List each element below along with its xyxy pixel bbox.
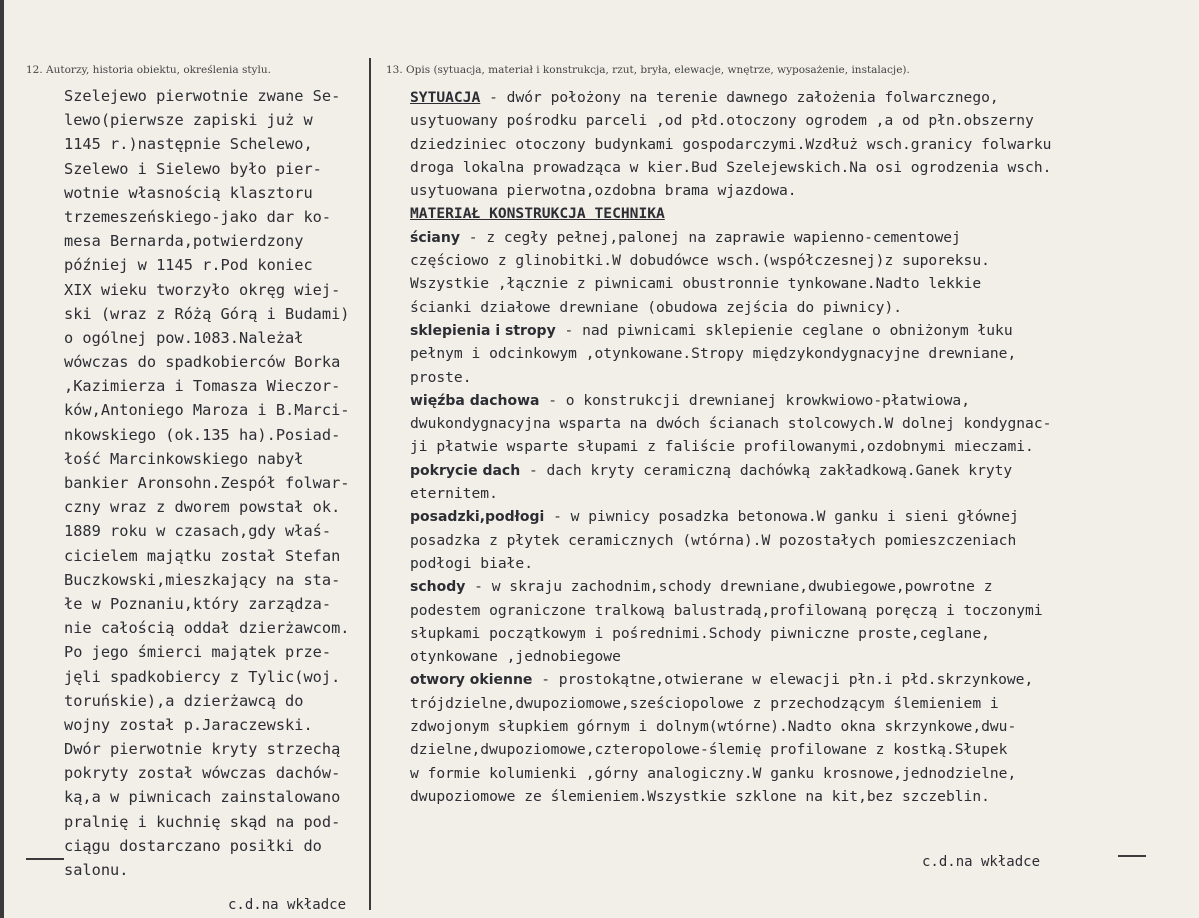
line-text: - prostokątne,otwierane w elewacji płn.i płd.skrzynkowe, [532,671,1034,689]
history-line: bankier Aronsohn.Zespół folwar- [64,474,350,492]
history-line: XIX wieku tworzyło okręg wiej- [64,280,341,299]
continuation-note-right: c.d.na wkładce [922,854,1041,870]
history-line: pokryty został wówczas dachów- [64,764,341,783]
history-line: lewo(pierwsze zapiski już w [64,111,313,130]
history-line: ,Kazimierza i Tomasza Wieczor- [64,377,341,396]
line-text: słupkami początkowym i pośrednimi.Schody piwniczne proste,ceglane, [410,624,990,642]
section-13-header: 13. Opis (sytuacja, materiał i konstrukcja, rzut, bryła, elewacje, wnętrze, wyposażenie, instalacje). [386,64,910,76]
line-text: posadzka z płytek ceramicznych (wtórna).W pozostałych pomieszczeniach [410,531,1017,549]
line-text: - nad piwnicami sklepienie ceglane o obniżonym łuku [555,321,1013,339]
description-line [410,272,1180,295]
element-label: ściany [410,229,460,246]
description-line [410,692,1180,715]
continuation-rule-right [1118,855,1146,857]
line-text: - dach kryty ceramiczną dachówką zakładkową.Ganek kryty [520,461,1013,479]
section-heading: MATERIAŁ KONSTRUKCJA TECHNIKA [410,205,665,223]
element-label: pokrycie dach [410,462,521,479]
description-line [410,249,1180,272]
section-12-header: 12. Autorzy, historia obiektu, określenia stylu. [26,64,271,76]
line-text: - dwór położony na terenie dawnego założenia folwarcznego, [480,89,999,106]
history-line: jęli spadkobiercy z Tylic(woj. [64,667,341,686]
history-line: ski (wraz z Różą Górą i Budami) [64,304,350,323]
description-line [410,202,1180,225]
history-line: mesa Bernarda,potwierdzony [64,232,304,251]
element-label: SYTUACJA [410,89,481,106]
history-line: pralnię i kuchnię skąd na pod- [64,812,341,831]
history-line: salonu. [64,861,129,879]
line-text: częściowo z glinobitki.W dobudówce wsch.(współczesnej)z suporeksu. [410,252,990,270]
element-label: schody [410,579,466,596]
line-text: ji płatwie wsparte słupami z faliście profilowanymi,ozdobnymi mieczami. [410,438,1034,456]
element-label: sklepienia i stropy [410,322,556,339]
description-line [410,505,1180,528]
description-line [410,389,1180,412]
history-line: wotnie własnością klasztoru [64,183,313,202]
column-divider [369,58,371,910]
line-text: Wszystkie ,łącznie z piwnicami obustronnie tynkowane.Nadto lekkie [410,275,982,293]
description-line [410,645,1180,668]
line-text: - z cegły pełnej,palonej na zaprawie wapienno-cementowej [459,228,961,246]
description-line [410,109,1180,132]
description-line [410,785,1180,808]
history-line: Dwór pierwotnie kryty strzechą [64,740,341,759]
history-line: później w 1145 r.Pod koniec [64,256,313,275]
description-line [410,319,1180,342]
line-text: dzielne,dwupoziomowe,czteropolowe-ślemię profilowane z kostką.Słupek [410,741,1008,759]
history-text-column [64,84,364,882]
history-line: toruńskie),a dzierżawcą do [64,691,304,710]
description-line [410,552,1180,575]
description-line [410,599,1180,622]
line-text: droga lokalna prowadząca w kier.Bud Szelejewskich.Na osi ogrodzenia wsch. [410,158,1052,176]
description-line [410,366,1180,389]
line-text: dziedziniec otoczony budynkami gospodarczymi.Wzdłuż wsch.granicy folwarku [410,135,1052,153]
history-line: o ogólnej pow.1083.Należał [64,328,304,347]
line-text: proste. [410,368,472,386]
line-text: otynkowane ,jednobiegowe [410,648,621,666]
description-line [410,715,1180,738]
line-text: - w piwnicy posadzka betonowa.W ganku i sieni głównej [544,508,1019,526]
description-line [410,133,1180,156]
history-line: nie całością oddał dzierżawcom. [64,619,350,638]
line-text: trójdzielne,dwupoziomowe,sześciopolowe z przechodzącym ślemieniem i [410,694,999,712]
history-line: łe w Poznaniu,który zarządza- [64,594,332,613]
description-line [410,482,1180,505]
line-text: zdwojonym słupkiem górnym i dolnym(wtórne).Nadto okna skrzynkowe,dwu- [410,718,1017,736]
history-line: 1889 roku w czasach,gdy właś- [64,522,332,541]
history-line: łość Marcinkowskiego nabył [64,449,304,468]
history-line: ciągu dostarczano posiłki do [64,836,322,855]
history-line: trzemeszeńskiego-jako dar ko- [64,207,332,226]
history-line: Po jego śmierci majątek prze- [64,643,332,662]
description-line [410,156,1180,179]
description-text-column [410,86,1180,808]
line-text: usytuowana pierwotna,ozdobna brama wjazdowa. [410,182,797,200]
description-line [410,762,1180,785]
line-text: usytuowany pośrodku parceli ,od płd.otoczony ogrodem ,a od płn.obszerny [410,112,1034,130]
history-line: Szelewo i Sielewo było pier- [64,159,322,178]
continuation-note-left: c.d.na wkładce [228,897,347,913]
line-text: - w skraju zachodnim,schody drewniane,dwubiegowe,powrotne z [465,578,993,596]
element-label: więźba dachowa [410,392,540,409]
history-line: 1145 r.)następnie Schelewo, [64,135,313,154]
description-line [410,435,1180,458]
history-line: ką,a w piwnicach zainstalowano [64,788,341,807]
description-line [410,86,1180,109]
line-text: eternitem. [410,485,498,503]
description-line [410,412,1180,435]
description-line [410,668,1180,691]
line-text: dwukondygnacyjna wsparta na dwóch ścianach stolcowych.W dolnej kondygnac- [410,415,1052,433]
line-text: w formie kolumienki ,górny analogiczny.W ganku krosnowe,jednodzielne, [410,764,1017,782]
line-text: ścianki działowe drewniane (obudowa zejścia do piwnicy). [410,298,903,316]
description-line [410,738,1180,761]
description-line [410,296,1180,319]
line-text: pełnym i odcinkowym ,otynkowane.Stropy międzykondygnacyjne drewniane, [410,345,1017,363]
description-line [410,529,1180,552]
element-label: otwory okienne [410,672,533,689]
history-line: ków,Antoniego Maroza i B.Marci- [64,401,350,420]
history-line: Buczkowski,mieszkający na sta- [64,570,341,589]
history-line: cicielem majątku został Stefan [64,546,341,565]
description-line [410,342,1180,365]
history-line: wówczas do spadkobierców Borka [64,353,341,372]
line-text: podłogi białe. [410,554,534,572]
history-line: czny wraz z dworem powstał ok. [64,498,341,517]
line-text: - o konstrukcji drewnianej krowkwiowo-płatwiowa, [539,391,970,409]
history-line: nkowskiego (ok.135 ha).Posiad- [64,425,341,444]
line-text: podestem ograniczone tralkową balustradą,profilowaną poręczą i toczonymi [410,601,1043,619]
line-text: dwupoziomowe ze ślemieniem.Wszystkie szklone na kit,bez szczeblin. [410,787,990,805]
history-line: Szelejewo pierwotnie zwane Se- [64,87,341,105]
element-label: posadzki,podłogi [410,509,545,526]
history-line: wojny został p.Jaraczewski. [64,715,313,734]
description-line [410,179,1180,202]
page-edge [0,0,4,918]
description-line [410,622,1180,645]
description-line [410,226,1180,249]
description-line [410,575,1180,598]
continuation-rule-left [26,858,64,860]
description-line [410,459,1180,482]
